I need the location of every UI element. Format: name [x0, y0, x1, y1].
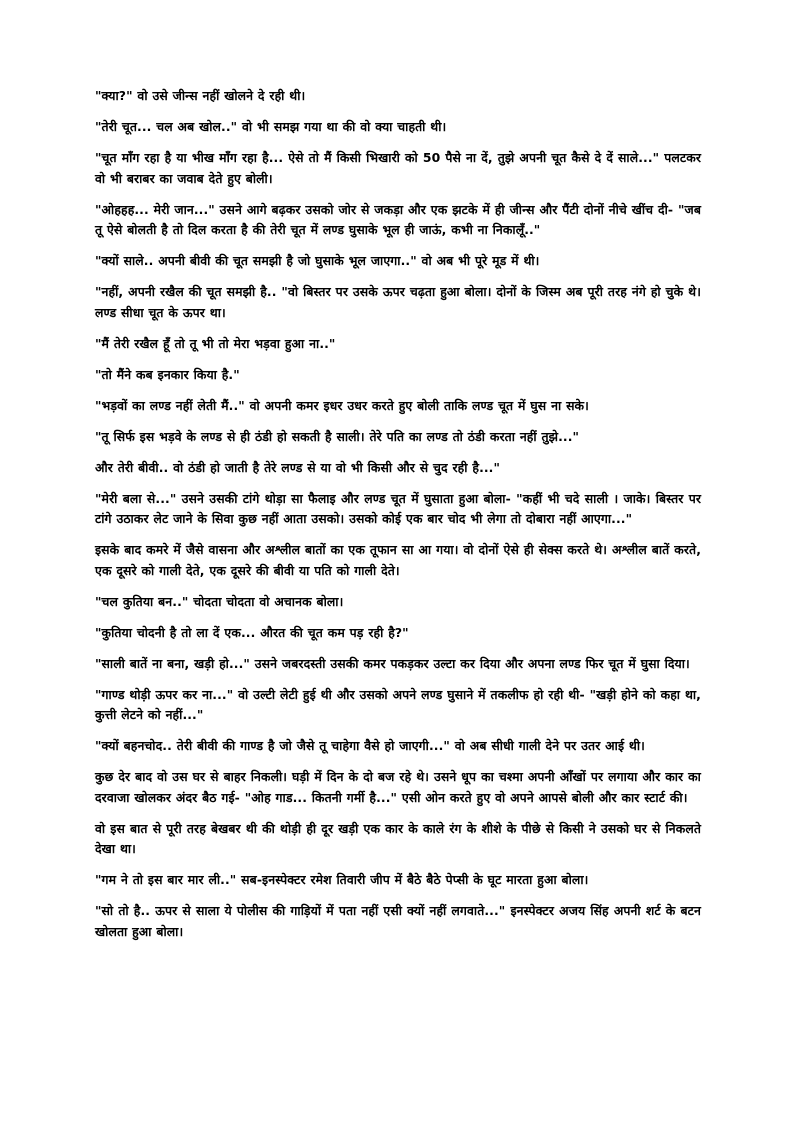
paragraph: कुछ देर बाद वो उस घर से बाहर निकली। घड़ी में दिन के दो बज रहे थे। उसने धूप का चश्मा अपनी आँखों पर लगाया और कार का दरवाजा खोलकर अंदर बैठ गई- "ओह गाड... कितनी गर्मी है..." एसी ओन करते हुए वो अपने आपसे बोली और कार स्टार्ट की। [95, 769, 701, 805]
paragraph: "चूत माँग रहा है या भीख माँग रहा है... ऐसे तो मैं किसी भिखारी को 50 पैसे ना दें, तुझे अपनी चूत कैसे दे दें साले..." पलटकर वो भी बराबर का जवाब देते हुए बोली। [95, 150, 701, 186]
paragraph: "मेरी बला से..." उसने उसकी टांगे थोड़ा सा फैलाइ और लण्ड चूत में घुसाता हुआ बोला- "कहीं भी चदे साली । जाके। बिस्तर पर टांगे उठाकर लेट जाने के सिवा कुछ नहीं आता उसको। उसको कोई एक बार चोद भी लेगा तो दोबारा नहीं आएगा..." [95, 490, 701, 526]
paragraph: "गम ने तो इस बार मार ली.." सब-इनस्पेक्टर रमेश तिवारी जीप में बैठे बैठे पेप्सी के घूट मारता हुआ बोला। [95, 872, 589, 887]
paragraph: "गाण्ड थोड़ी ऊपर कर ना..." वो उल्टी लेटी हुई थी और उसको अपने लण्ड घुसाने में तकलीफ हो रही थी- "खड़ी होने को कहा था, कुत्ती लेटने को नहीं..." [95, 686, 701, 722]
paragraph: "तू सिर्फ इस भड़वे के लण्ड से ही ठंडी हो सकती है साली। तेरे पति का लण्ड तो ठंडी करता नहीं तुझे..." [95, 428, 580, 444]
paragraph: "सो तो है.. ऊपर से साला ये पोलीस की गाड़ियों में पता नहीं एसी क्यों नहीं लगवाते..." इनस्पेक्टर अजय सिंह अपनी शर्ट के बटन खोलता हुआ बोला। [95, 903, 701, 939]
paragraph: "नहीं, अपनी रखैल की चूत समझी है.. "वो बिस्तर पर उसके ऊपर चढ़ता हुआ बोला। दोनों के जिस्म अब पूरी तरह नंगे हो चुके थे। लण्ड सीधा चूत के ऊपर था। [95, 284, 701, 320]
paragraph: "क्यों साले.. अपनी बीवी की चूत समझी है जो घुसाके भूल जाएगा.." वो अब भी पूरे मूड में थी। [95, 253, 540, 268]
document-text-body [95, 86, 701, 942]
paragraph: इसके बाद कमरे में जैसे वासना और अश्लील बातों का एक तूफान सा आ गया। वो दोनों ऐसे ही सेक्स करते थे। अश्लील बातें करते, एक दूसरे को गाली देते, एक दूसरे की बीवी या पति को गाली देते। [95, 542, 701, 578]
paragraph: "तो मैंने कब इनकार किया है." [95, 366, 240, 382]
paragraph: और तेरी बीवी.. वो ठंडी हो जाती है तेरे लण्ड से या वो भी किसी और से चुद रही है..." [95, 459, 501, 475]
paragraph: "भड़वों का लण्ड नहीं लेती मैं.." वो अपनी कमर इधर उधर करते हुए बोली ताकि लण्ड चूत में घुस ना सके। [95, 397, 589, 413]
paragraph: वो इस बात से पूरी तरह बेखबर थी की थोड़ी ही दूर खड़ी एक कार के काले रंग के शीशे के पीछे से किसी ने उसको घर से निकलते देखा था। [95, 820, 701, 856]
paragraph: "ओहहह... मेरी जान..." उसने आगे बढ़कर उसको जोर से जकड़ा और एक झटके में ही जीन्स और पैंटी दोनों नीचे खींच दी- "जब तू ऐसे बोलती है तो दिल करता है की तेरी चूत में लण्ड घुसाके भूल ही जाऊं, कभी ना निकालूँ.." [95, 201, 701, 237]
paragraph: "क्यों बहनचोद.. तेरी बीवी की गाण्ड है जो जैसे तू चाहेगा वैसे हो जाएगी..." वो अब सीधी गाली देने पर उतर आई थी। [95, 738, 645, 753]
paragraph: "मैं तेरी रखैल हूँ तो तू भी तो मेरा भड़वा हुआ ना.." [95, 335, 336, 351]
paragraph: "क्या?" वो उसे जीन्स नहीं खोलने दे रही थी। [95, 88, 306, 103]
paragraph: "तेरी चूत... चल अब खोल.." वो भी समझ गया था की वो क्या चाहती थी। [95, 119, 447, 134]
paragraph: "चल कुतिया बन.." चोदता चोदता वो अचानक बोला। [95, 593, 344, 609]
paragraph: "साली बातें ना बना, खड़ी हो..." उसने जबरदस्ती उसकी कमर पकड़कर उल्टा कर दिया और अपना लण्ड फिर चूत में घुसा दिया। [95, 655, 690, 671]
paragraph: "कुतिया चोदनी है तो ला दें एक... औरत की चूत कम पड़ रही है?" [95, 624, 409, 640]
